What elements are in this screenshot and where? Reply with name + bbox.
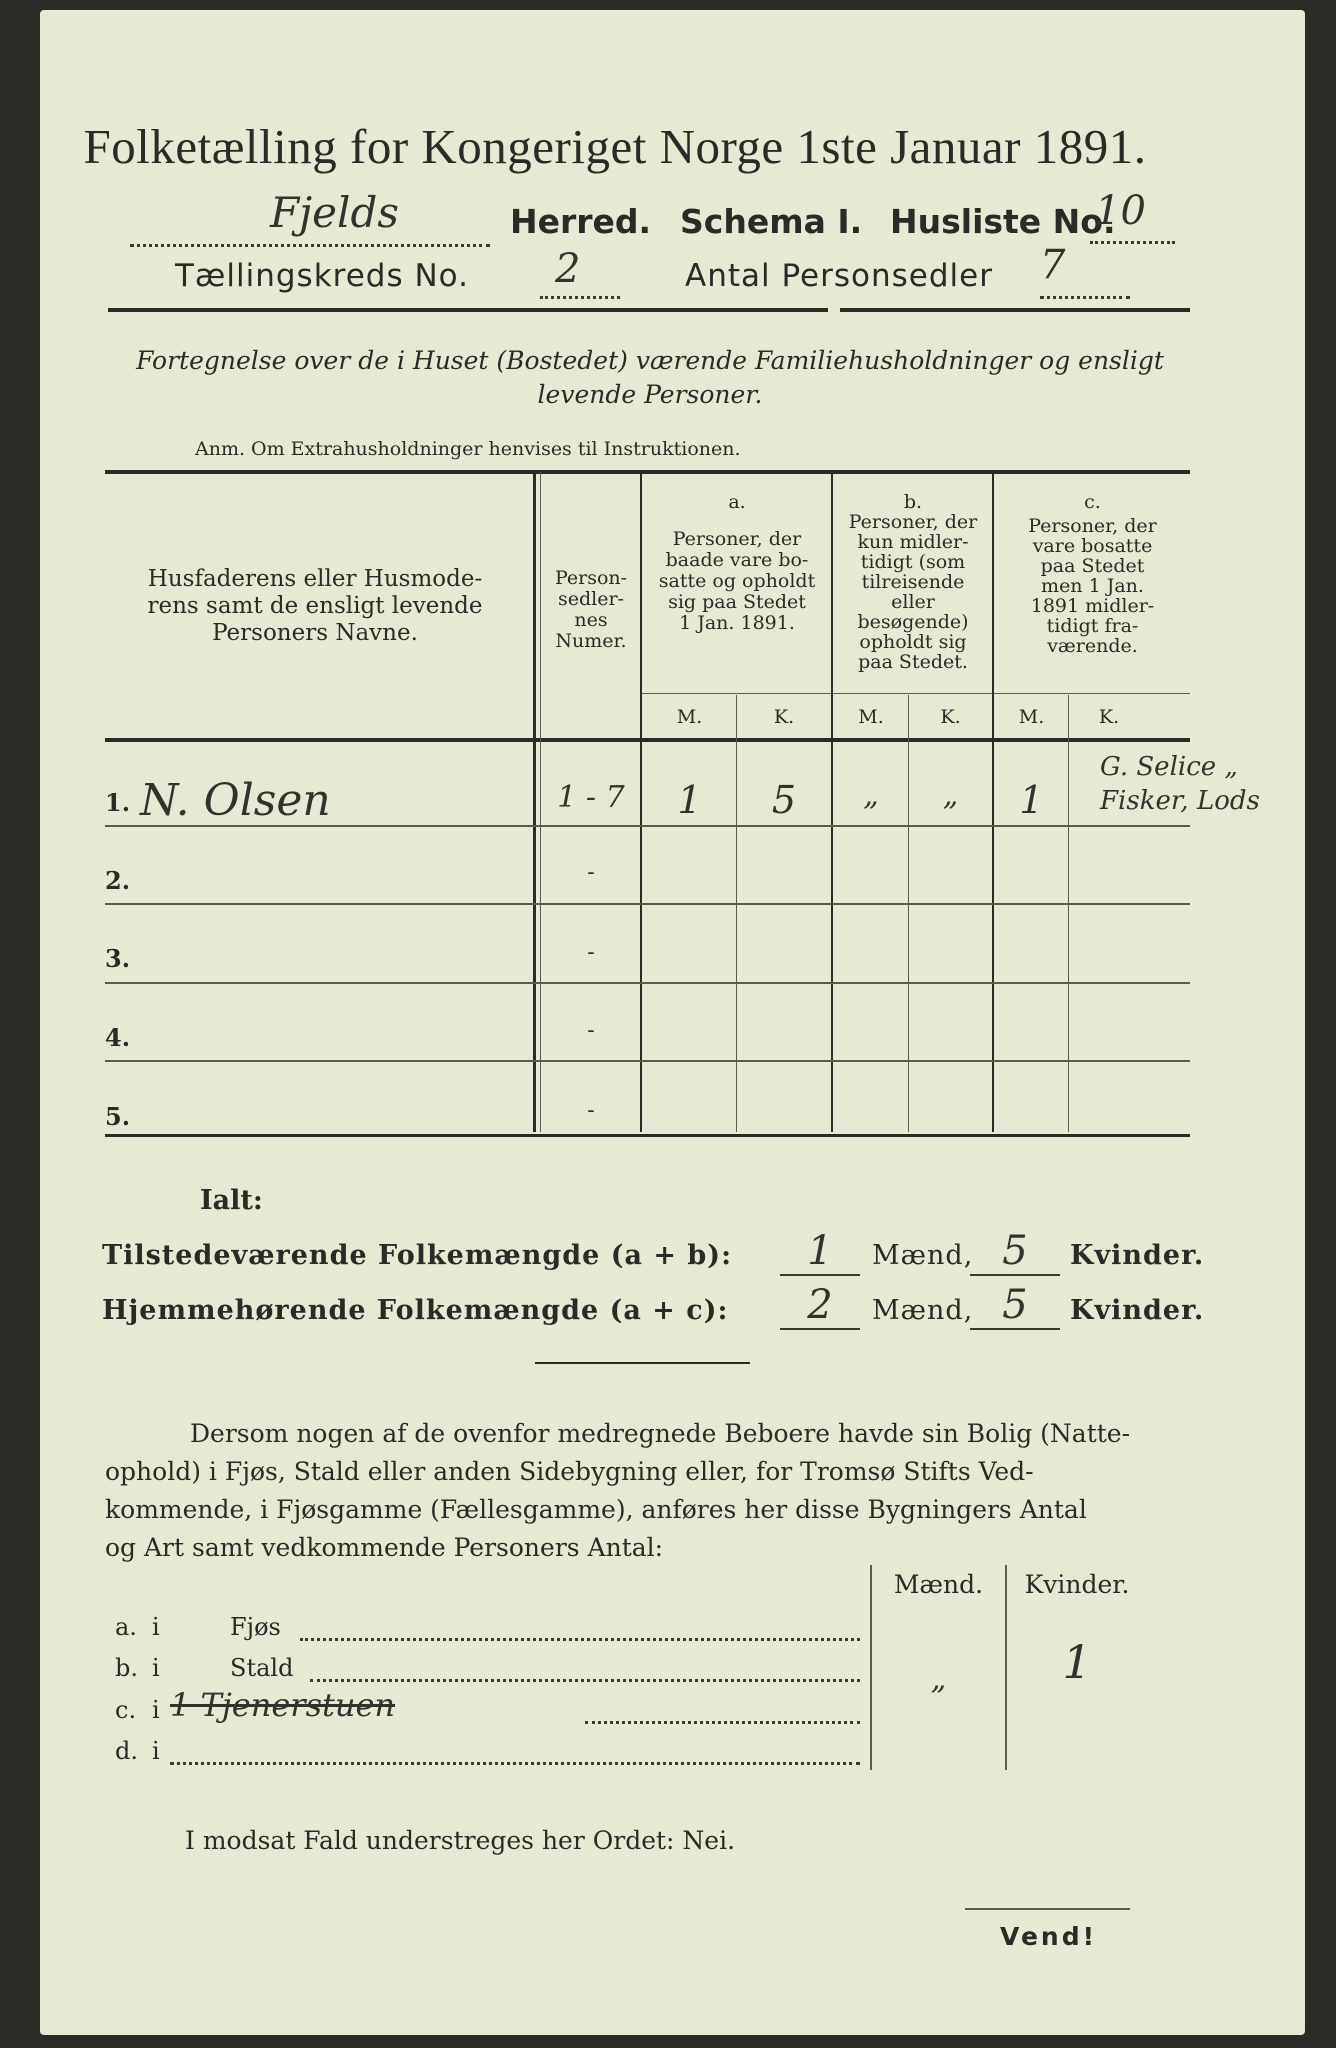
row-number: 2. <box>105 866 131 895</box>
col-b-l: kun midler- <box>857 531 969 553</box>
bld-row-b-kvinder: 1 <box>1062 1635 1092 1689</box>
bld-row-a-letter: a. <box>115 1613 137 1641</box>
kreds-label: Tællingskreds No. <box>175 258 469 294</box>
tilst-maend: Mænd, <box>872 1240 974 1271</box>
row-numer: - <box>587 1018 595 1043</box>
col-rule-3 <box>831 472 833 1132</box>
buildings-paragraph <box>105 1415 1195 1567</box>
row-rule <box>105 903 1190 905</box>
bld-row-b-label: Stald <box>230 1654 294 1682</box>
antal-value: 7 <box>1040 242 1066 288</box>
bld-row-a-label: Fjøs <box>230 1613 281 1641</box>
col-b-l: besøgende) <box>857 611 969 633</box>
col-c-l: paa Stedet <box>1040 555 1145 577</box>
intro-line2: levende Personer. <box>537 380 763 409</box>
bld-row-c-label: 1 Tjenerstuen <box>170 1686 396 1724</box>
ialt-label: Ialt: <box>200 1185 263 1216</box>
row-numer: 1 - 7 <box>557 780 625 815</box>
header-rule-left <box>108 308 828 312</box>
col-rule-1b <box>540 472 541 1132</box>
bld-row-b-letter: b. <box>115 1654 138 1682</box>
tilst-k: 5 <box>970 1228 1060 1276</box>
row-b-m: „ <box>863 778 879 813</box>
bld-row-a-i: i <box>152 1613 160 1641</box>
col-c-header <box>995 492 1190 656</box>
col-c-l: vare bosatte <box>1032 535 1153 557</box>
bld-col-kvinder: Kvinder. <box>1024 1570 1130 1599</box>
bld-row-b-i: i <box>152 1654 160 1682</box>
mk-c-k: K. <box>1098 706 1120 728</box>
col-c-l: 1891 midler- <box>1030 595 1155 617</box>
kreds-no: 2 <box>555 246 581 292</box>
hjem-k: 5 <box>970 1282 1060 1330</box>
col-c-l: værende. <box>1047 635 1138 657</box>
col-a-l: baade vare bo- <box>665 549 809 571</box>
bld-row-a-dots <box>300 1630 860 1641</box>
row-rule <box>105 1060 1190 1062</box>
bld-row-d-i: i <box>152 1737 160 1765</box>
row-name: N. Olsen <box>140 775 331 826</box>
col-b-l: opholdt sig <box>859 631 967 653</box>
col-rule-4 <box>992 472 994 1132</box>
col-numer-l: Person- <box>554 567 628 589</box>
husliste-no: 10 <box>1095 188 1146 234</box>
row-number: 3. <box>105 944 131 973</box>
col-numer-l: Numer. <box>555 630 627 652</box>
col-c-l: Personer, der <box>1028 515 1157 537</box>
bld-row-d-dots <box>170 1754 860 1765</box>
bld-row-c-letter: c. <box>115 1696 137 1724</box>
col-rule-1 <box>533 472 536 1132</box>
col-b-l: tilreisende <box>861 571 965 593</box>
row-c-m: 1 <box>1019 778 1044 822</box>
intro-line1: Fortegnelse over de i Huset (Bostedet) værende Familiehusholdninger og ensligt <box>136 346 1164 375</box>
row-numer: - <box>587 860 595 885</box>
hjem-kvinder: Kvinder. <box>1070 1295 1205 1326</box>
hjem-m: 2 <box>780 1282 860 1330</box>
row-rule <box>105 982 1190 984</box>
row-a-k: 5 <box>771 778 797 822</box>
bld-col-maend: Mænd. <box>893 1570 984 1599</box>
row-number: 4. <box>105 1023 131 1052</box>
anm-note: Anm. Om Extrahusholdninger henvises til Instruktionen. <box>195 438 741 460</box>
col-a-l: Personer, der <box>672 528 802 550</box>
mk-a-k: K. <box>773 706 795 728</box>
mk-b-m: M. <box>858 706 884 728</box>
col-names-l1: Husfaderens eller Husmode- <box>147 566 483 592</box>
col-rule-c-mk <box>1068 695 1069 1132</box>
form-title: Folketælling for Kongeriget Norge 1ste Januar 1891. <box>83 119 1147 174</box>
mk-b-k: K. <box>940 706 961 728</box>
mk-a-m: M. <box>676 706 703 728</box>
tilst-m: 1 <box>780 1228 860 1276</box>
row-number: 1. <box>105 788 131 817</box>
herred-label: Herred. <box>510 202 652 241</box>
para-line: og Art samt vedkommende Personers Antal: <box>105 1533 664 1562</box>
col-b-l: Personer, der <box>848 511 978 533</box>
hjem-label: Hjemmehørende Folkemængde (a + c): <box>102 1295 729 1326</box>
col-b-header <box>834 492 992 672</box>
separator-rule <box>535 1362 750 1364</box>
col-a-header <box>643 492 831 634</box>
bld-row-b-dots <box>310 1671 860 1682</box>
col-names-l3: Personers Navne. <box>212 620 418 646</box>
mk-c-m: M. <box>1018 706 1045 728</box>
para-line: kommende, i Fjøsgamme (Fællesgamme), anføres her disse Bygningers Antal <box>105 1495 1087 1524</box>
row-b-k: „ <box>942 778 959 813</box>
census-form-page <box>40 10 1305 2035</box>
table-top-rule <box>105 470 1190 474</box>
row-number: 5. <box>105 1102 131 1131</box>
col-c-l: men 1 Jan. <box>1041 575 1144 597</box>
row-numer: - <box>587 940 595 965</box>
bld-row-d-letter: d. <box>115 1737 138 1765</box>
col-a-l: sig paa Stedet <box>668 591 806 613</box>
vend-rule <box>965 1908 1130 1910</box>
hjem-maend: Mænd, <box>872 1295 974 1326</box>
schema-label: Schema I. <box>680 202 863 241</box>
para-line: Dersom nogen af de ovenfor medregnede Beboere havde sin Bolig (Natte- <box>190 1419 1131 1448</box>
para-line: ophold) i Fjøs, Stald eller anden Sidebygning eller, for Tromsø Stifts Ved- <box>105 1457 1034 1486</box>
col-rule-a-mk <box>736 695 737 1132</box>
col-a-l: satte og opholdt <box>658 570 816 592</box>
col-numer-l: sedler- <box>558 588 624 610</box>
col-names-header <box>110 566 520 647</box>
antal-label: Antal Personsedler <box>685 258 993 294</box>
tilst-kvinder: Kvinder. <box>1070 1240 1205 1271</box>
col-a-l: 1 Jan. 1891. <box>679 612 795 634</box>
col-b-l: tidigt (som <box>860 551 966 573</box>
col-rule-2 <box>640 472 642 1132</box>
col-a-letter: a. <box>728 491 746 513</box>
bld-row-c-i: i <box>152 1696 160 1724</box>
bld-row-c-dots <box>585 1713 860 1724</box>
table-header-rule <box>105 738 1190 742</box>
col-numer-l: nes <box>574 609 608 631</box>
col-b-l: eller <box>891 591 935 613</box>
bld-row-b-maend: „ <box>930 1662 947 1697</box>
vend-label: Vend! <box>1000 1922 1098 1951</box>
row-numer: - <box>587 1098 595 1123</box>
tilst-label: Tilstedeværende Folkemængde (a + b): <box>102 1240 733 1271</box>
col-names-l2: rens samt de ensligt levende <box>147 593 483 619</box>
col-rule-b-mk <box>908 695 909 1132</box>
herred-name: Fjelds <box>270 188 399 237</box>
table-bottom-rule <box>105 1134 1190 1137</box>
header-rule-right <box>840 308 1190 312</box>
col-numer-header <box>542 568 640 652</box>
col-c-letter: c. <box>1084 491 1101 513</box>
col-b-letter: b. <box>903 491 923 513</box>
col-c-l: tidigt fra- <box>1046 615 1139 637</box>
footer-note: I modsat Fald understreges her Ordet: Nei. <box>185 1826 736 1855</box>
row-a-m: 1 <box>677 778 702 822</box>
mk-rule <box>640 693 1190 694</box>
row-note: G. Selice „ Fisker, Lods <box>1100 752 1260 816</box>
col-b-l: paa Stedet. <box>858 651 968 673</box>
husliste-label: Husliste No. <box>890 202 1116 241</box>
